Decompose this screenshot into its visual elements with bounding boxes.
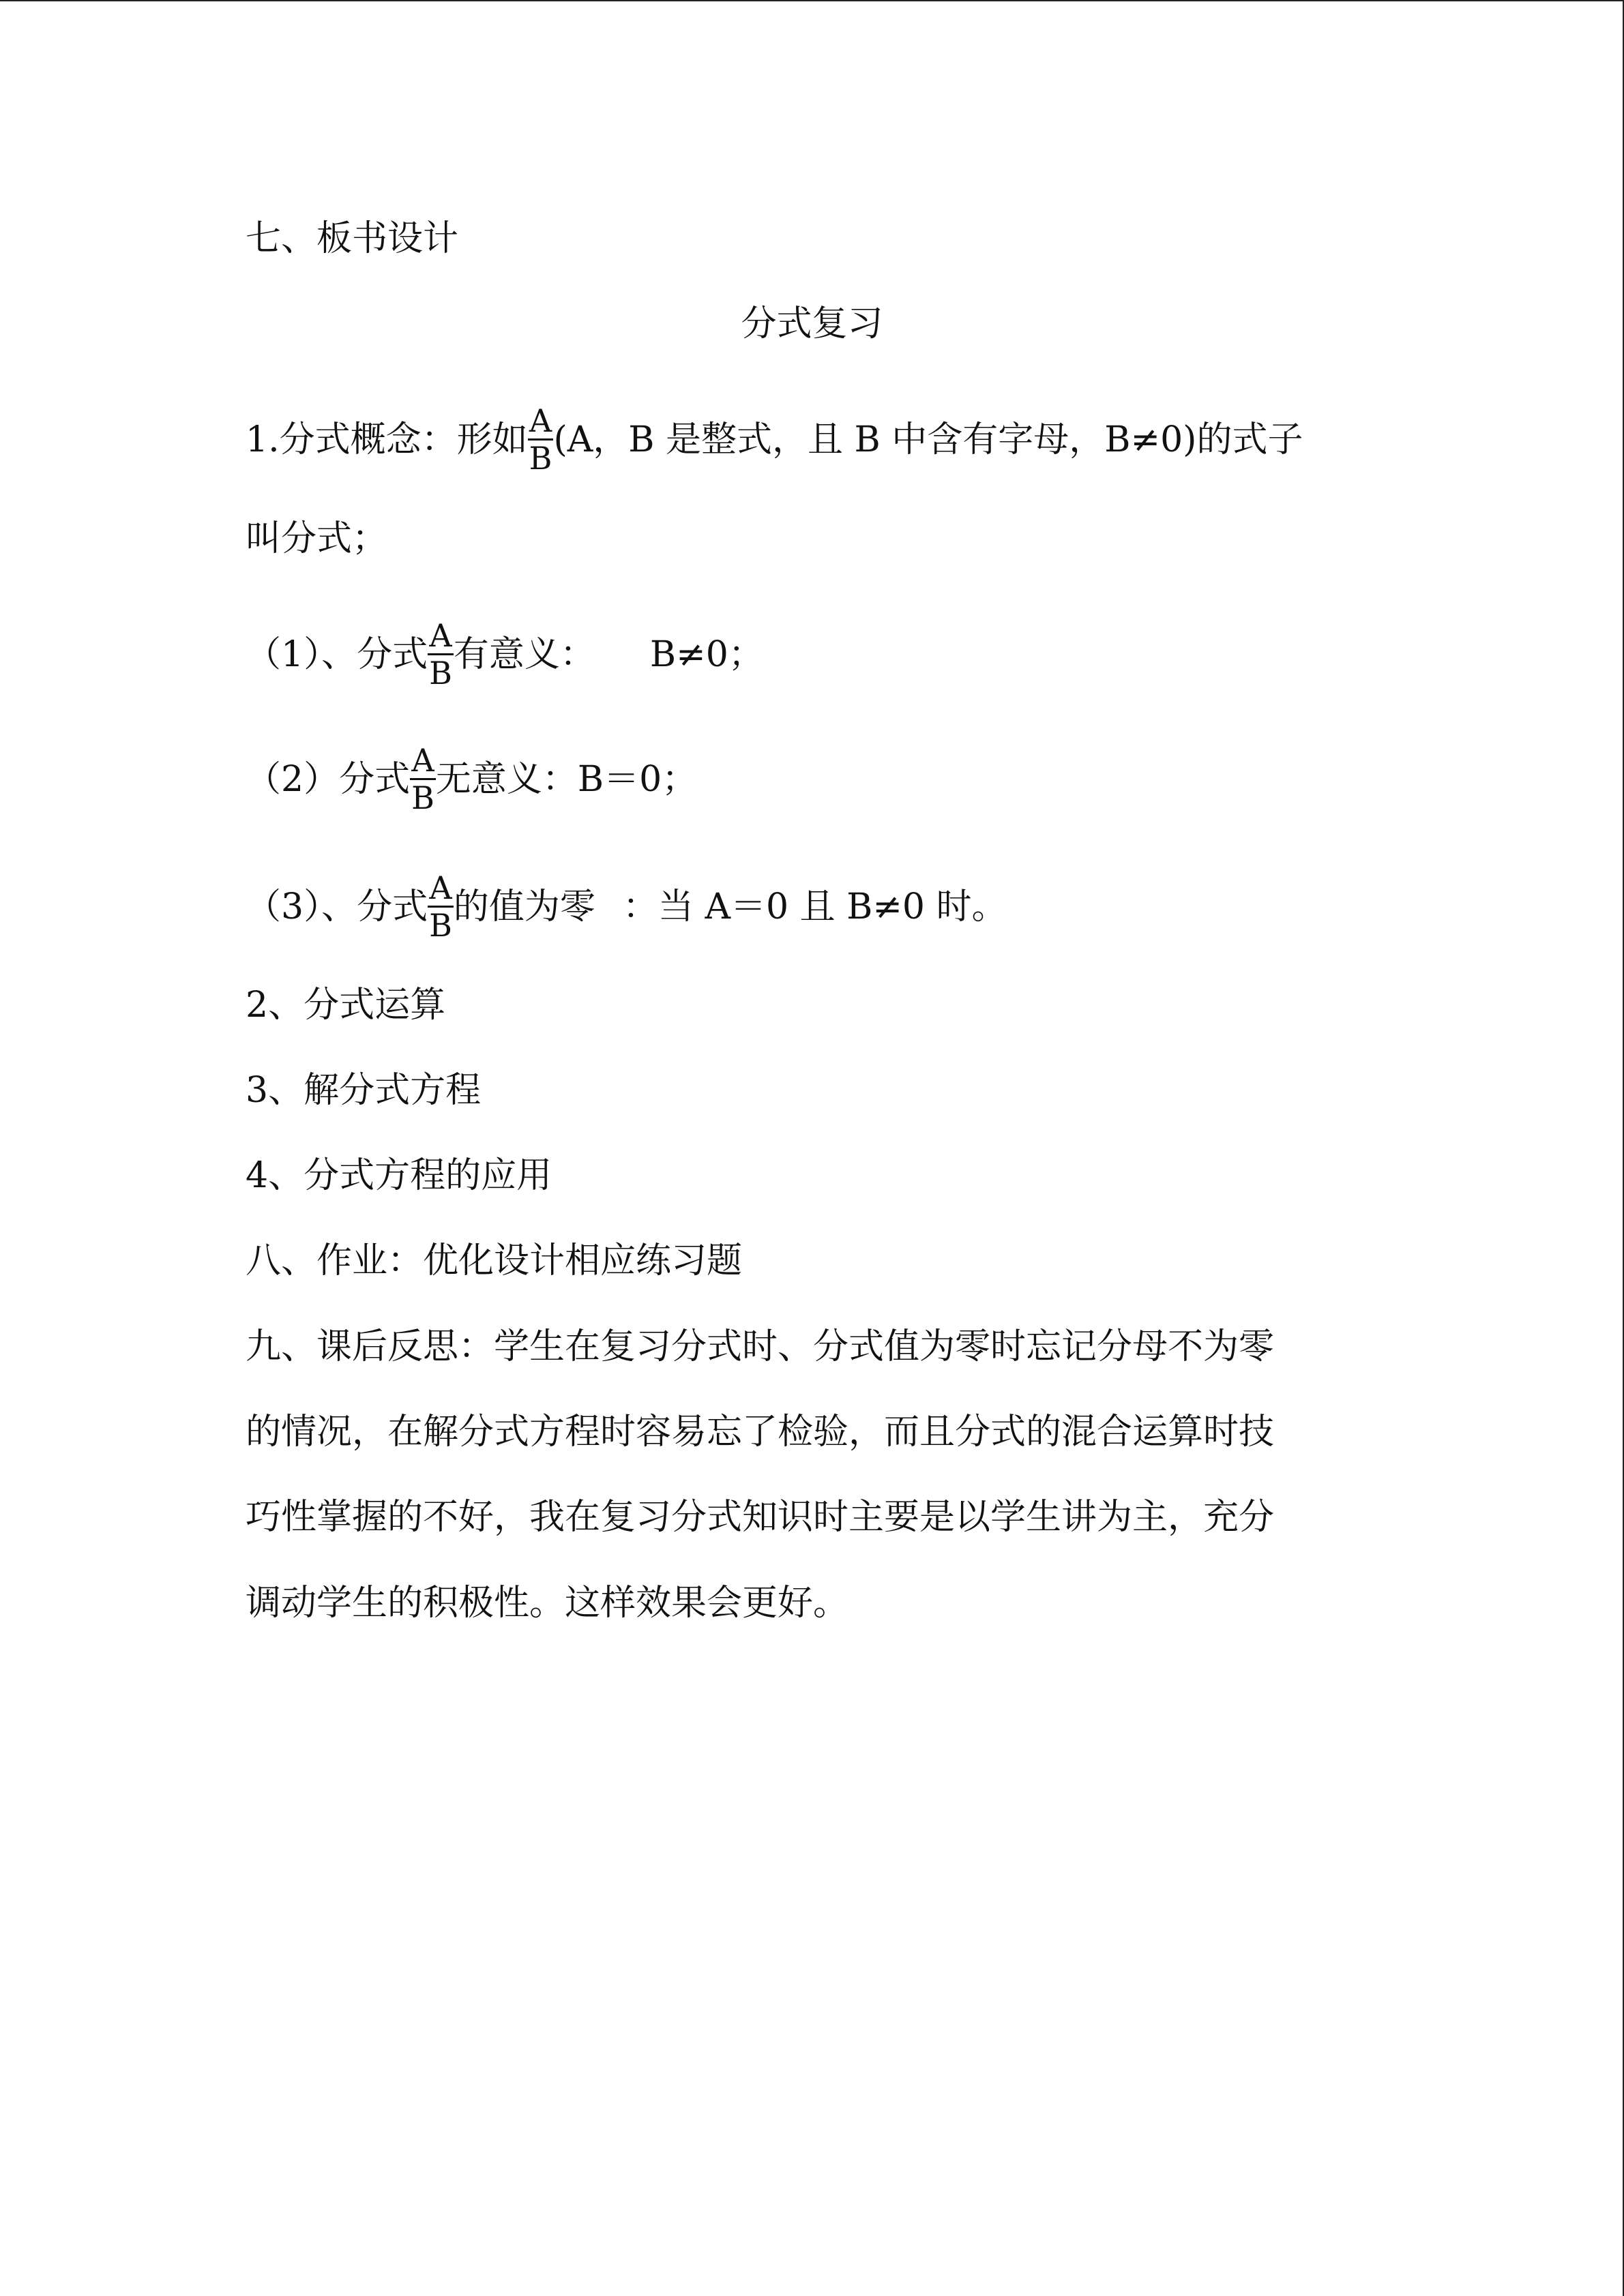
condition-middle: 的值为零 <box>453 886 595 927</box>
condition-prefix: （2）分式 <box>246 759 411 800</box>
fraction-denominator: B <box>411 779 434 816</box>
list-item: 2、分式运算 <box>246 985 446 1026</box>
condition-1 <box>246 617 764 694</box>
condition-2 <box>246 742 698 818</box>
fraction-a-over-b <box>528 403 554 476</box>
list-item: 4、分式方程的应用 <box>246 1155 552 1196</box>
fraction-a-over-b <box>410 743 436 816</box>
condition-middle: 无意义： <box>435 759 578 800</box>
condition-result: B≠0； <box>649 634 764 675</box>
fraction-numerator: A <box>410 743 436 780</box>
section7-heading: 七、板书设计 <box>246 218 459 259</box>
concept-suffix: (A，B 是整式，且 B 中含有字母，B≠0)的式子 <box>553 419 1303 460</box>
section9-line: 的情况，在解分式方程时容易忘了检验，而且分式的混合运算时技 <box>246 1412 1275 1452</box>
fraction-denominator: B <box>429 655 452 691</box>
concept-line <box>246 402 1303 479</box>
fraction-denominator: B <box>529 440 552 477</box>
fraction-denominator: B <box>429 907 452 944</box>
page-top-border <box>0 0 1624 1</box>
fraction-numerator: A <box>428 870 454 908</box>
condition-3 <box>246 869 1007 946</box>
board-title: 分式复习 <box>741 303 883 344</box>
fraction-numerator: A <box>428 618 454 655</box>
condition-prefix: （3）、分式 <box>246 886 428 927</box>
condition-result: ：当 A＝0 且 B≠0 时。 <box>622 886 1007 927</box>
section9-line: 调动学生的积极性。这样效果会更好。 <box>246 1583 849 1624</box>
condition-result: B＝0； <box>577 759 698 800</box>
section9-line: 巧性掌握的不好，我在复习分式知识时主要是以学生讲为主，充分 <box>246 1497 1275 1538</box>
fraction-numerator: A <box>528 403 554 441</box>
condition-middle: 有意义： <box>453 634 595 675</box>
fraction-a-over-b <box>428 618 454 691</box>
condition-prefix: （1）、分式 <box>246 634 428 675</box>
section8-homework: 八、作业：优化设计相应练习题 <box>246 1240 743 1281</box>
section9-line: 九、课后反思：学生在复习分式时、分式值为零时忘记分母不为零 <box>246 1326 1275 1367</box>
list-item: 3、解分式方程 <box>246 1070 482 1111</box>
concept-prefix: 1.分式概念：形如 <box>246 419 528 460</box>
concept-continuation: 叫分式； <box>246 518 388 559</box>
fraction-a-over-b <box>428 870 454 943</box>
